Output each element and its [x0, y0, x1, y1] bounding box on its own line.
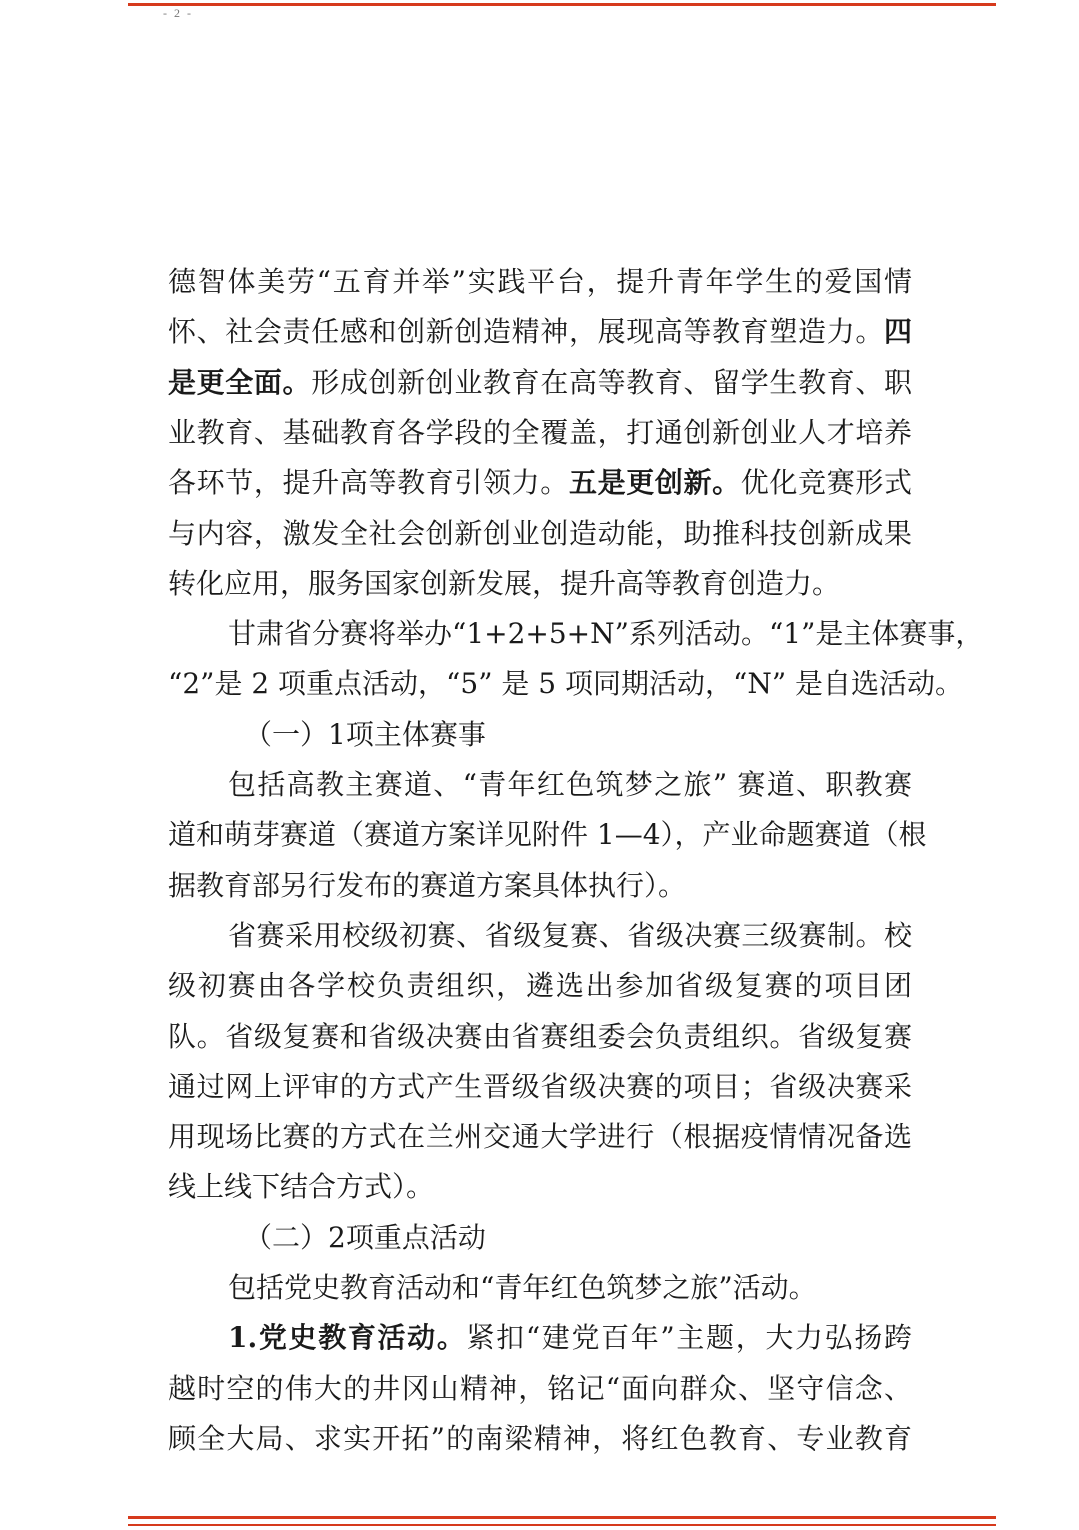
- text-line: [168, 1313, 912, 1363]
- text-segment: 据教育部另行发布的赛道方案具体执行）。: [168, 868, 687, 902]
- text-segment: 级初赛由各学校负责组织，遴选出参加省级复赛的项目团: [168, 969, 912, 1003]
- bold-text-segment: 五是更创新。: [568, 466, 741, 500]
- text-segment: 用现场比赛的方式在兰州交通大学进行（根据疫情情况备选: [168, 1120, 912, 1154]
- bold-text-segment: 是更全面。: [168, 365, 312, 399]
- text-segment: 越时空的伟大的井冈山精神，铭记“面向群众、坚守信念、: [168, 1371, 912, 1405]
- text-line: [168, 1012, 912, 1062]
- text-segment: 顾全大局、求实开拓”的南梁精神，将红色教育、专业教育: [168, 1421, 912, 1455]
- text-segment: 包括高教主赛道、“青年红色筑梦之旅” 赛道、职教赛: [228, 768, 912, 801]
- text-line: [168, 810, 927, 860]
- text-segment: 形成创新创业教育在高等教育、留学生教育、职: [311, 365, 912, 399]
- text-segment: 队。省级复赛和省级决赛由省赛组委会负责组织。省级复赛: [168, 1019, 912, 1053]
- text-segment: 转化应用，服务国家创新发展，提升高等教育创造力。: [168, 566, 841, 600]
- text-line: [168, 509, 912, 559]
- text-line: [168, 307, 912, 357]
- bold-text-segment: 1.党史教育活动。: [228, 1321, 467, 1355]
- text-segment: 甘肃省分赛将举办“1+2+5+N”系列活动。“1”是主体赛事，: [228, 617, 984, 651]
- document-body: [168, 0, 984, 1500]
- text-line: [168, 1162, 912, 1212]
- text-line: [168, 760, 912, 810]
- text-segment: 各环节，提升高等教育引领力。: [168, 466, 569, 500]
- text-line: [168, 358, 912, 408]
- section-heading: [168, 710, 912, 760]
- text-segment: 通过网上评审的方式产生晋级省级决赛的项目；省级决赛采: [168, 1069, 912, 1103]
- text-line: [168, 408, 912, 458]
- text-line: [168, 961, 912, 1011]
- text-segment: （一）1项主体赛事: [244, 717, 486, 751]
- text-segment: “2”是 2 项重点活动，“5” 是 5 项同期活动，“N” 是自选活动。: [168, 667, 964, 701]
- text-segment: 优化竞赛形式: [740, 466, 912, 500]
- section-heading: [168, 1213, 912, 1263]
- text-segment: 道和萌芽赛道（赛道方案详见附件 1—4），产业命题赛道（根: [168, 818, 927, 852]
- text-line: [168, 1364, 912, 1414]
- text-segment: （二）2项重点活动: [244, 1220, 486, 1254]
- text-line: [168, 609, 984, 659]
- text-line: [168, 861, 912, 911]
- footer-red-rule-thin: [128, 1524, 996, 1526]
- text-segment: 线上线下结合方式）。: [168, 1170, 435, 1204]
- text-line: [168, 559, 912, 609]
- text-segment: 与内容，激发全社会创新创业创造动能，助推科技创新成果: [168, 516, 912, 550]
- text-line: [168, 911, 912, 961]
- text-line: [168, 1414, 912, 1464]
- text-segment: 包括党史教育活动和“青年红色筑梦之旅”活动。: [228, 1271, 817, 1304]
- text-segment: 业教育、基础教育各学段的全覆盖，打通创新创业人才培养: [168, 415, 912, 449]
- text-line: [168, 1263, 912, 1313]
- text-line: [168, 257, 912, 307]
- page-number: - 2 -: [163, 6, 193, 20]
- text-segment: 紧扣“建党百年”主题，大力弘扬跨: [466, 1321, 912, 1355]
- text-segment: 怀、社会责任感和创新创造精神，展现高等教育塑造力。: [168, 315, 884, 349]
- text-line: [168, 659, 964, 709]
- text-line: [168, 1112, 912, 1162]
- footer-red-rule-thick: [128, 1516, 996, 1519]
- text-segment: 省赛采用校级初赛、省级复赛、省级决赛三级赛制。校: [228, 918, 912, 952]
- text-line: [168, 1062, 912, 1112]
- text-segment: 德智体美劳“五育并举”实践平台，提升青年学生的爱国情: [168, 265, 912, 298]
- bold-text-segment: 四: [883, 315, 912, 349]
- text-line: [168, 458, 912, 508]
